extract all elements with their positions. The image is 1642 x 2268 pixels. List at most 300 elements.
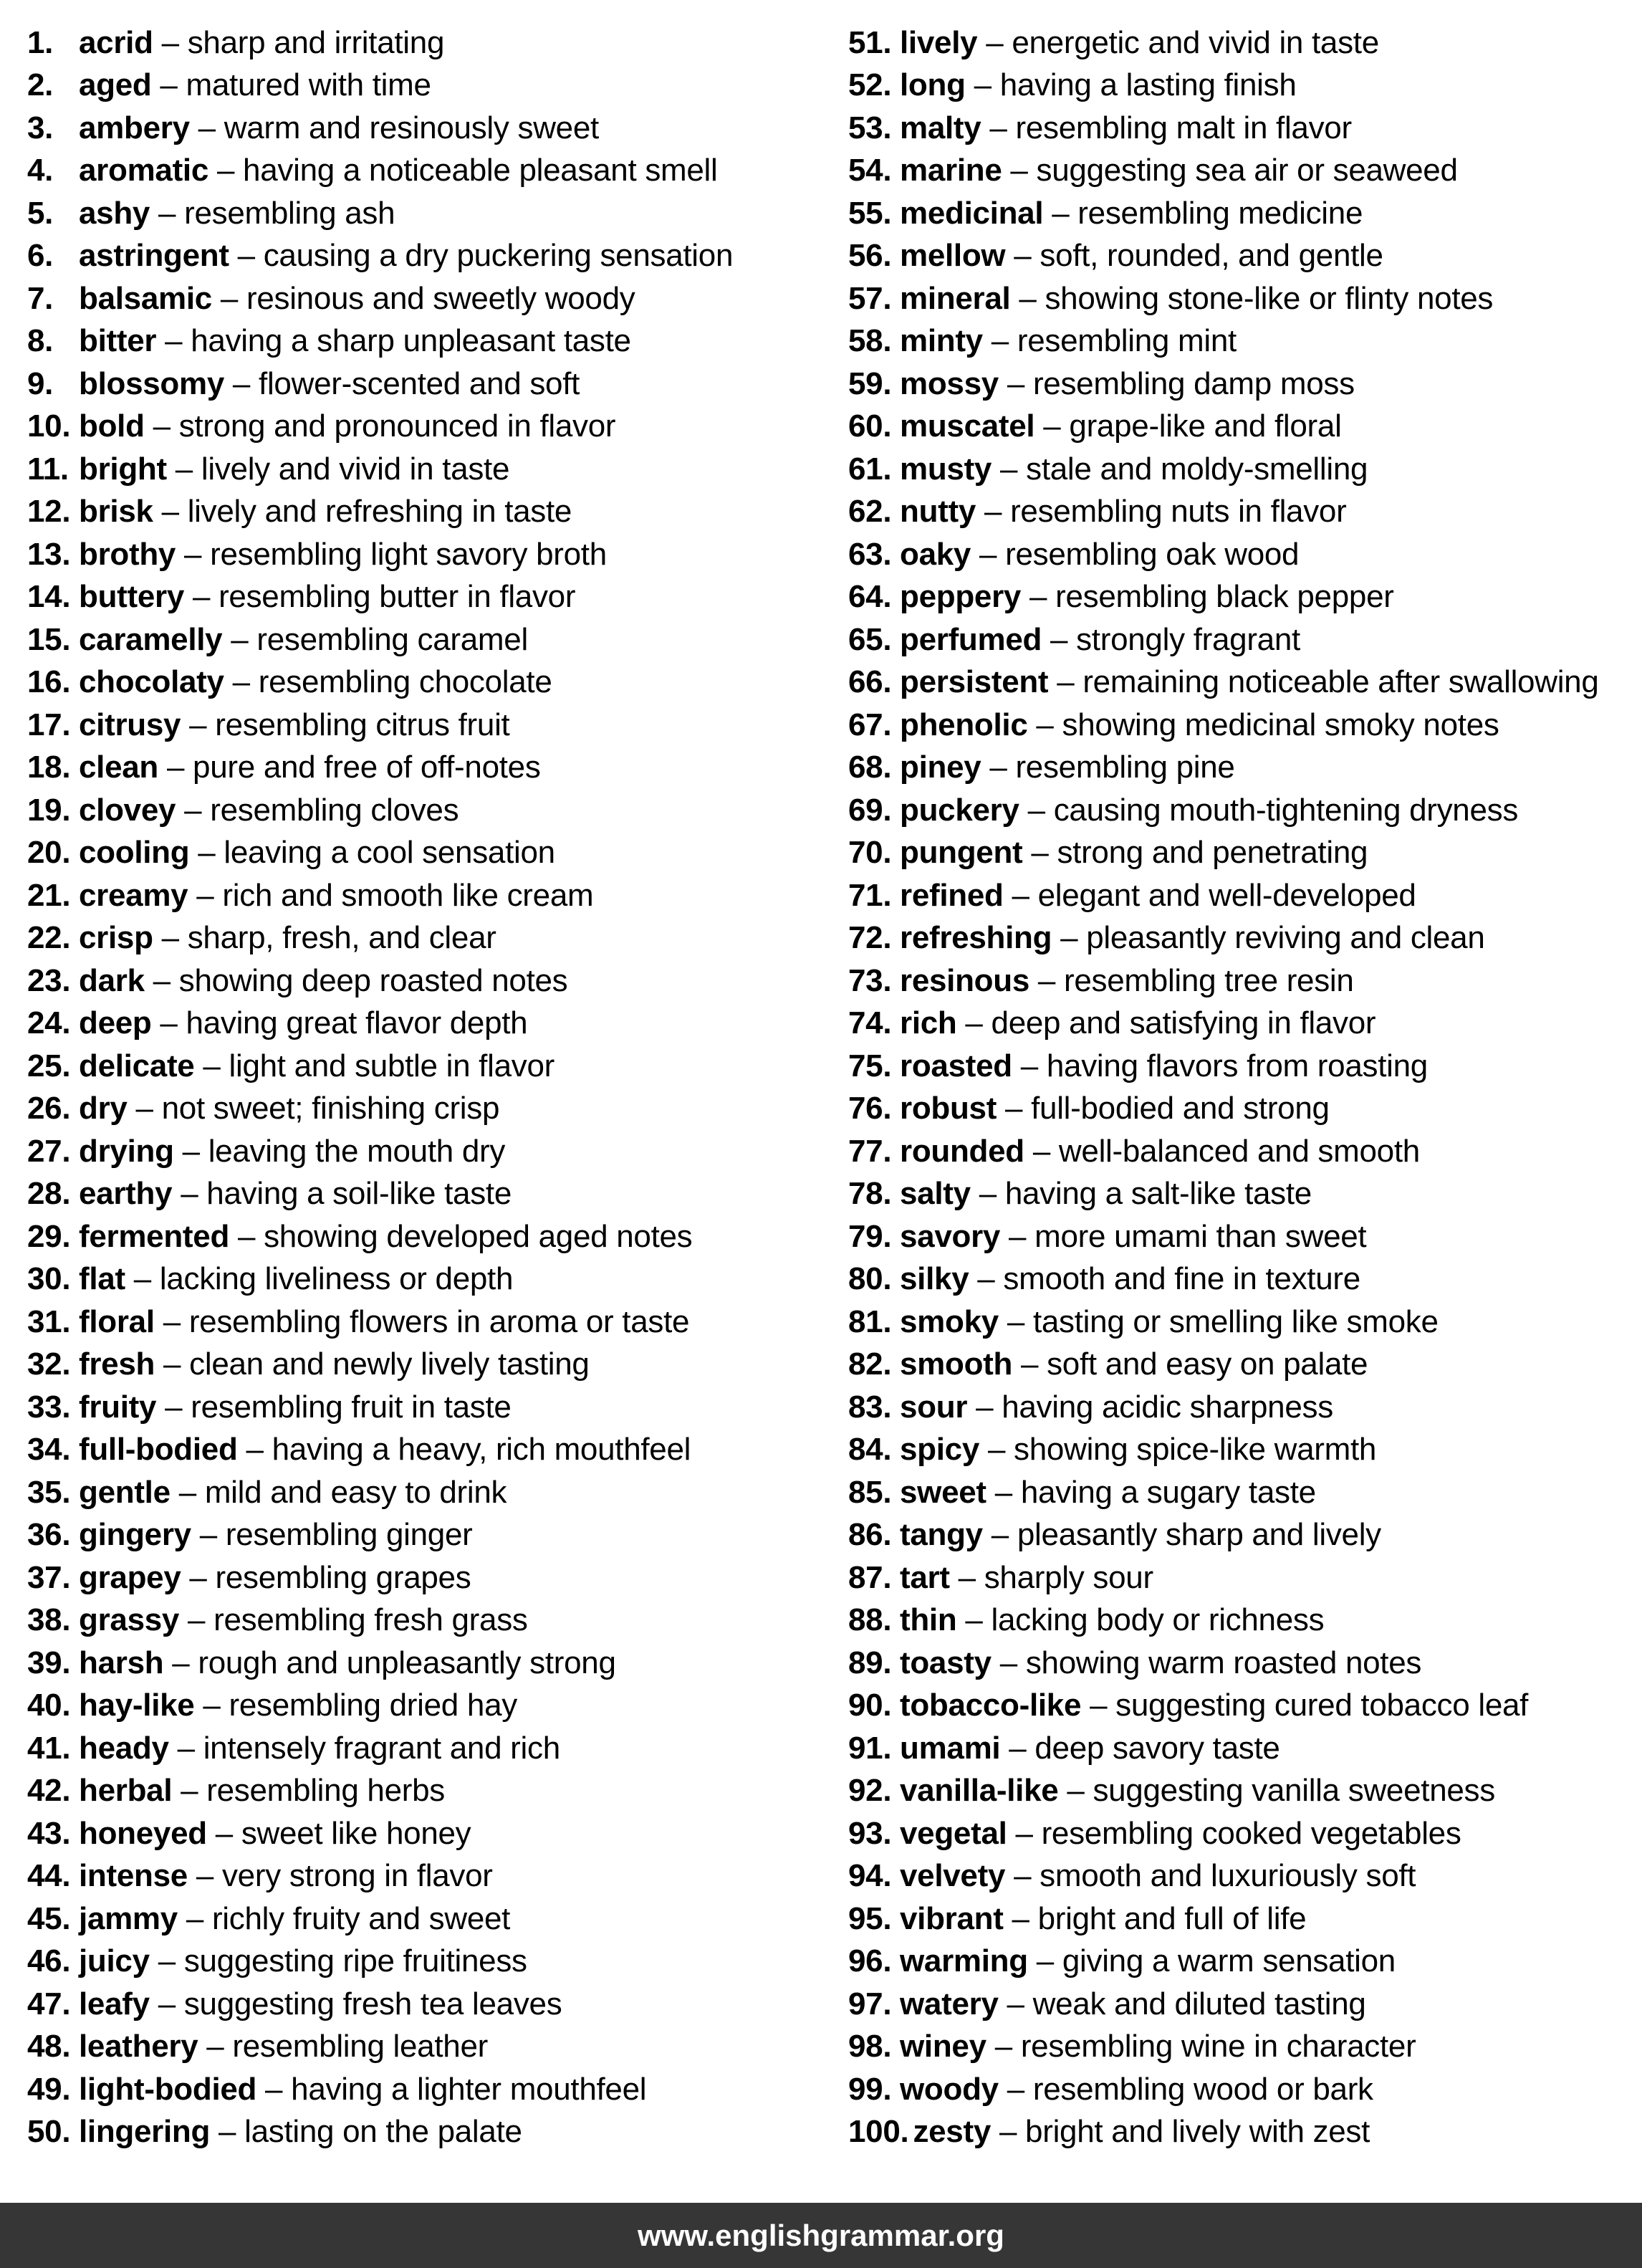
- item-number: 95.: [848, 1900, 892, 1936]
- item-term: full-bodied: [79, 1432, 238, 1468]
- item-definition: suggesting ripe fruitiness: [183, 1943, 527, 1979]
- item-text: [900, 1134, 1420, 1169]
- list-item: [27, 491, 821, 534]
- list-item: [27, 1344, 821, 1387]
- item-separator: –: [970, 1176, 1005, 1212]
- item-definition: warm and resinously sweet: [224, 110, 599, 145]
- item-number: 76.: [848, 1091, 892, 1126]
- item-text: [79, 366, 580, 402]
- item-term: flat: [79, 1261, 125, 1297]
- item-separator: –: [168, 1730, 203, 1766]
- item-term: heady: [79, 1730, 169, 1766]
- item-definition: suggesting fresh tea leaves: [183, 1986, 562, 2021]
- item-number: 57.: [848, 280, 892, 316]
- item-number: 20.: [27, 835, 71, 871]
- list-item: [27, 1471, 821, 1514]
- item-definition: having a salt-like taste: [1004, 1176, 1312, 1212]
- item-text: [79, 1986, 562, 2022]
- item-separator: –: [1000, 1730, 1035, 1766]
- list-item: [27, 832, 821, 875]
- item-text: [79, 1176, 512, 1212]
- item-term: robust: [900, 1091, 997, 1126]
- item-term: zesty: [913, 2114, 992, 2150]
- item-number: 59.: [848, 365, 892, 401]
- item-definition: sharp and irritating: [187, 24, 445, 60]
- item-separator: –: [158, 750, 193, 785]
- item-number: 69.: [848, 792, 892, 828]
- list-item: [848, 235, 1642, 278]
- item-separator: –: [156, 323, 191, 359]
- item-term: gentle: [79, 1474, 171, 1510]
- list-item: [848, 1514, 1642, 1557]
- item-separator: –: [981, 750, 1016, 785]
- item-text: [900, 793, 1518, 828]
- list-item: [27, 1429, 821, 1472]
- item-separator: –: [976, 494, 1011, 530]
- item-number: 50.: [27, 2114, 71, 2150]
- item-text: [900, 281, 1493, 317]
- list-item: [27, 1770, 821, 1813]
- list-item: [27, 363, 821, 406]
- list-item: [848, 1386, 1642, 1429]
- item-number: 62.: [848, 494, 892, 530]
- item-definition: full-bodied and strong: [1031, 1091, 1330, 1126]
- item-number: 3.: [27, 110, 54, 145]
- item-definition: resembling citrus fruit: [215, 707, 510, 742]
- item-definition: having acidic sharpness: [1002, 1389, 1333, 1425]
- item-definition: giving a warm sensation: [1062, 1943, 1396, 1979]
- list-item: [848, 192, 1642, 235]
- item-number: 60.: [848, 408, 892, 444]
- item-number: 70.: [848, 835, 892, 871]
- list-item: [27, 960, 821, 1003]
- item-separator: –: [163, 1645, 198, 1680]
- item-definition: resembling light savory broth: [210, 536, 607, 572]
- item-term: delicate: [79, 1048, 195, 1083]
- item-definition: showing warm roasted notes: [1025, 1645, 1422, 1680]
- item-text: [79, 1858, 493, 1894]
- item-number: 41.: [27, 1730, 71, 1766]
- item-separator: –: [986, 2029, 1021, 2064]
- item-separator: –: [1005, 238, 1040, 274]
- item-term: phenolic: [900, 707, 1028, 742]
- item-number: 34.: [27, 1432, 71, 1468]
- item-number: 36.: [27, 1517, 71, 1553]
- item-number: 45.: [27, 1900, 71, 1936]
- item-definition: pure and free of off-notes: [193, 750, 541, 785]
- item-term: vegetal: [900, 1815, 1007, 1851]
- item-text: [79, 2029, 488, 2064]
- item-separator: –: [1042, 621, 1077, 657]
- item-separator: –: [149, 1943, 184, 1979]
- item-term: leafy: [79, 1986, 150, 2021]
- item-term: tart: [900, 1559, 950, 1595]
- item-definition: causing mouth-tightening dryness: [1053, 792, 1519, 828]
- list-item: [27, 747, 821, 790]
- item-term: spicy: [900, 1432, 980, 1468]
- item-separator: –: [172, 1176, 207, 1212]
- list-item: [27, 1556, 821, 1599]
- item-term: watery: [900, 1986, 999, 2021]
- list-item: [27, 64, 821, 107]
- item-number: 24.: [27, 1005, 71, 1041]
- item-definition: resembling butter in flavor: [219, 579, 576, 615]
- item-definition: having a heavy, rich mouthfeel: [272, 1432, 691, 1468]
- list-item: [848, 1599, 1642, 1642]
- item-term: sour: [900, 1389, 968, 1425]
- item-definition: resembling pine: [1015, 750, 1235, 785]
- item-definition: smooth and luxuriously soft: [1040, 1858, 1416, 1894]
- item-number: 21.: [27, 877, 71, 913]
- item-term: leathery: [79, 2029, 198, 2064]
- item-text: [79, 238, 733, 274]
- list-item: [27, 320, 821, 363]
- item-text: [79, 408, 615, 444]
- item-definition: having a lighter mouthfeel: [291, 2071, 647, 2107]
- list-item: [848, 1258, 1642, 1301]
- item-separator: –: [176, 536, 211, 572]
- item-term: harsh: [79, 1645, 164, 1680]
- item-number: 93.: [848, 1815, 892, 1851]
- item-definition: resembling chocolate: [258, 664, 552, 700]
- item-definition: resembling wine in character: [1020, 2029, 1416, 2064]
- item-term: dark: [79, 962, 145, 998]
- list-item: [27, 406, 821, 449]
- item-term: puckery: [900, 792, 1019, 828]
- item-definition: resembling malt in flavor: [1015, 110, 1352, 145]
- item-separator: –: [229, 1218, 264, 1254]
- item-number: 15.: [27, 621, 71, 657]
- list-item: [27, 1642, 821, 1685]
- item-term: bright: [79, 451, 167, 487]
- item-text: [900, 835, 1368, 871]
- item-term: warming: [900, 1943, 1028, 1979]
- item-separator: –: [151, 67, 186, 103]
- list-item: [27, 618, 821, 661]
- item-term: mellow: [900, 238, 1006, 274]
- list-item: [848, 1173, 1642, 1216]
- item-text: [79, 1560, 471, 1596]
- item-text: [79, 1304, 689, 1340]
- item-separator: –: [189, 110, 224, 145]
- item-text: [900, 153, 1458, 188]
- item-definition: mild and easy to drink: [204, 1474, 507, 1510]
- item-number: 75.: [848, 1048, 892, 1083]
- item-definition: resembling fresh grass: [213, 1602, 528, 1638]
- item-text: [900, 1005, 1375, 1041]
- item-term: floral: [79, 1303, 155, 1339]
- item-term: juicy: [79, 1943, 150, 1979]
- item-definition: resembling fruit in taste: [191, 1389, 512, 1425]
- item-separator: –: [967, 1389, 1002, 1425]
- item-text: [79, 793, 458, 828]
- item-text: [79, 1091, 499, 1126]
- item-text: [900, 110, 1352, 146]
- item-term: piney: [900, 750, 981, 785]
- item-number: 9.: [27, 365, 54, 401]
- item-number: 52.: [848, 67, 892, 103]
- item-term: crisp: [79, 920, 153, 956]
- list-item: [27, 1258, 821, 1301]
- item-number: 54.: [848, 153, 892, 188]
- item-number: 86.: [848, 1517, 892, 1553]
- item-text: [900, 238, 1383, 274]
- list-item: [848, 960, 1642, 1003]
- item-definition: clean and newly lively tasting: [189, 1346, 590, 1382]
- list-item: [27, 235, 821, 278]
- item-separator: –: [211, 280, 246, 316]
- item-term: sweet: [900, 1474, 986, 1510]
- list-item: [848, 533, 1642, 576]
- list-item: [848, 1130, 1642, 1173]
- list-item: [27, 874, 821, 917]
- item-definition: resembling oak wood: [1005, 536, 1300, 572]
- item-text: [900, 920, 1485, 956]
- item-number: 1.: [27, 24, 54, 60]
- item-definition: showing medicinal smoky notes: [1062, 707, 1499, 742]
- item-definition: rich and smooth like cream: [222, 877, 594, 913]
- item-number: 16.: [27, 664, 71, 700]
- item-number: 89.: [848, 1645, 892, 1680]
- item-number: 71.: [848, 877, 892, 913]
- item-definition: rough and unpleasantly strong: [198, 1645, 616, 1680]
- item-text: [79, 1134, 505, 1169]
- item-term: persistent: [900, 664, 1049, 700]
- item-text: [79, 494, 572, 530]
- item-text: [79, 110, 599, 146]
- item-term: winey: [900, 2029, 986, 2064]
- item-number: 56.: [848, 238, 892, 274]
- list-item: [27, 1173, 821, 1216]
- item-separator: –: [1043, 195, 1078, 231]
- item-separator: –: [1027, 707, 1062, 742]
- item-separator: –: [170, 1474, 205, 1510]
- item-text: [79, 1219, 692, 1255]
- item-definition: strongly fragrant: [1076, 621, 1300, 657]
- item-text: [79, 1432, 691, 1468]
- item-number: 90.: [848, 1688, 892, 1723]
- list-item: [848, 448, 1642, 491]
- list-item: [27, 107, 821, 150]
- item-definition: bright and full of life: [1037, 1900, 1307, 1936]
- item-separator: –: [1048, 664, 1083, 700]
- list-item: [848, 1471, 1642, 1514]
- item-number: 88.: [848, 1602, 892, 1638]
- item-separator: –: [1005, 1858, 1040, 1894]
- item-text: [79, 451, 509, 487]
- item-number: 94.: [848, 1858, 892, 1894]
- item-text: [913, 2114, 1370, 2150]
- list-item: [848, 107, 1642, 150]
- item-text: [900, 1304, 1439, 1340]
- list-item: [27, 192, 821, 235]
- item-term: savory: [900, 1218, 1001, 1254]
- item-term: blossomy: [79, 365, 224, 401]
- footer-url: www.englishgrammar.org: [638, 2218, 1004, 2252]
- item-term: velvety: [900, 1858, 1006, 1894]
- item-definition: pleasantly sharp and lively: [1017, 1517, 1381, 1553]
- item-definition: deep and satisfying in flavor: [991, 1005, 1376, 1041]
- item-definition: resembling cloves: [210, 792, 459, 828]
- item-definition: resembling black pepper: [1055, 579, 1394, 615]
- item-definition: having a lasting finish: [999, 67, 1297, 103]
- list-item: [848, 832, 1642, 875]
- item-separator: –: [172, 1773, 207, 1809]
- item-term: refined: [900, 877, 1004, 913]
- item-text: [79, 963, 567, 999]
- item-term: chocolaty: [79, 664, 224, 700]
- item-separator: –: [991, 1645, 1026, 1680]
- item-text: [79, 1048, 554, 1084]
- item-term: intense: [79, 1858, 188, 1894]
- item-term: lively: [900, 24, 978, 60]
- item-definition: more umami than sweet: [1034, 1218, 1367, 1254]
- item-number: 83.: [848, 1389, 892, 1425]
- item-number: 10.: [27, 408, 71, 444]
- item-text: [79, 622, 528, 658]
- item-separator: –: [998, 1986, 1033, 2021]
- item-term: roasted: [900, 1048, 1012, 1083]
- item-definition: having a sugary taste: [1020, 1474, 1316, 1510]
- item-term: rounded: [900, 1133, 1024, 1169]
- item-separator: –: [956, 1005, 992, 1041]
- item-definition: strong and penetrating: [1057, 835, 1368, 871]
- item-text: [900, 1731, 1280, 1766]
- item-term: pungent: [900, 835, 1023, 871]
- item-separator: –: [998, 2071, 1033, 2107]
- item-definition: sharp, fresh, and clear: [187, 920, 496, 956]
- item-number: 37.: [27, 1559, 71, 1595]
- word-list-column-left: [0, 0, 821, 2153]
- item-text: [79, 750, 541, 785]
- item-definition: leaving the mouth dry: [208, 1133, 506, 1169]
- item-term: hay-like: [79, 1688, 195, 1723]
- item-text: [900, 963, 1354, 999]
- item-separator: –: [156, 1389, 191, 1425]
- item-separator: –: [1012, 1048, 1047, 1083]
- item-number: 92.: [848, 1773, 892, 1809]
- list-item: [27, 1983, 821, 2026]
- item-text: [79, 664, 552, 700]
- item-separator: –: [1027, 1943, 1062, 1979]
- item-separator: –: [173, 1133, 208, 1169]
- item-term: grapey: [79, 1559, 181, 1595]
- item-term: balsamic: [79, 280, 212, 316]
- item-separator: –: [198, 2029, 233, 2064]
- item-number: 28.: [27, 1176, 71, 1212]
- item-number: 82.: [848, 1346, 892, 1382]
- item-term: creamy: [79, 877, 188, 913]
- item-number: 25.: [27, 1048, 71, 1083]
- item-number: 31.: [27, 1303, 71, 1339]
- item-term: minty: [900, 323, 983, 359]
- list-item: [27, 1514, 821, 1557]
- list-item: [27, 1727, 821, 1770]
- item-text: [900, 1858, 1416, 1894]
- item-number: 67.: [848, 707, 892, 742]
- item-number: 44.: [27, 1858, 71, 1894]
- item-term: oaky: [900, 536, 971, 572]
- item-text: [79, 537, 607, 573]
- item-text: [79, 1943, 527, 1979]
- item-term: medicinal: [900, 195, 1044, 231]
- item-term: salty: [900, 1176, 971, 1212]
- item-text: [79, 579, 575, 615]
- item-separator: –: [237, 1432, 272, 1468]
- item-definition: resembling tree resin: [1064, 962, 1354, 998]
- item-separator: –: [150, 195, 185, 231]
- item-definition: resembling ginger: [225, 1517, 473, 1553]
- item-separator: –: [181, 707, 216, 742]
- item-separator: –: [179, 1602, 214, 1638]
- item-separator: –: [208, 153, 244, 188]
- item-number: 7.: [27, 280, 54, 316]
- item-number: 61.: [848, 451, 892, 487]
- item-definition: suggesting cured tobacco leaf: [1115, 1688, 1529, 1723]
- item-separator: –: [981, 110, 1016, 145]
- item-number: 26.: [27, 1091, 71, 1126]
- item-definition: resembling caramel: [256, 621, 528, 657]
- item-definition: soft, rounded, and gentle: [1040, 238, 1383, 274]
- item-text: [900, 1389, 1333, 1425]
- item-term: nutty: [900, 494, 976, 530]
- item-text: [900, 622, 1300, 658]
- item-term: refreshing: [900, 920, 1052, 956]
- item-text: [900, 1475, 1316, 1511]
- item-separator: –: [1081, 1688, 1116, 1723]
- item-separator: –: [224, 664, 259, 700]
- item-term: tangy: [900, 1517, 983, 1553]
- item-text: [79, 1645, 616, 1681]
- item-separator: –: [144, 962, 179, 998]
- list-item: [27, 704, 821, 747]
- list-item: [27, 277, 821, 320]
- list-item: [27, 1130, 821, 1173]
- item-text: [79, 920, 496, 956]
- list-item: [848, 618, 1642, 661]
- list-item: [848, 576, 1642, 619]
- item-text: [900, 664, 1599, 700]
- item-term: fermented: [79, 1218, 230, 1254]
- item-term: bitter: [79, 323, 157, 359]
- item-separator: –: [956, 1602, 992, 1638]
- item-text: [79, 1816, 471, 1852]
- list-item: [27, 2026, 821, 2069]
- item-text: [900, 1176, 1312, 1212]
- item-number: 72.: [848, 920, 892, 956]
- list-item: [848, 2111, 1642, 2154]
- item-term: jammy: [79, 1900, 178, 1936]
- item-separator: –: [1019, 792, 1054, 828]
- list-item: [848, 704, 1642, 747]
- item-term: grassy: [79, 1602, 180, 1638]
- item-text: [900, 1432, 1376, 1468]
- item-definition: remaining noticeable after swallowing: [1082, 664, 1599, 700]
- item-separator: –: [998, 1303, 1033, 1339]
- item-text: [79, 153, 718, 188]
- list-item: [27, 2111, 821, 2154]
- item-separator: –: [982, 323, 1017, 359]
- item-text: [900, 408, 1342, 444]
- list-item: [27, 1003, 821, 1046]
- item-text: [900, 1986, 1366, 2022]
- item-term: deep: [79, 1005, 152, 1041]
- item-separator: –: [166, 451, 201, 487]
- item-number: 42.: [27, 1773, 71, 1809]
- item-separator: –: [977, 24, 1012, 60]
- item-definition: resembling cooked vegetables: [1041, 1815, 1461, 1851]
- item-term: mossy: [900, 365, 999, 401]
